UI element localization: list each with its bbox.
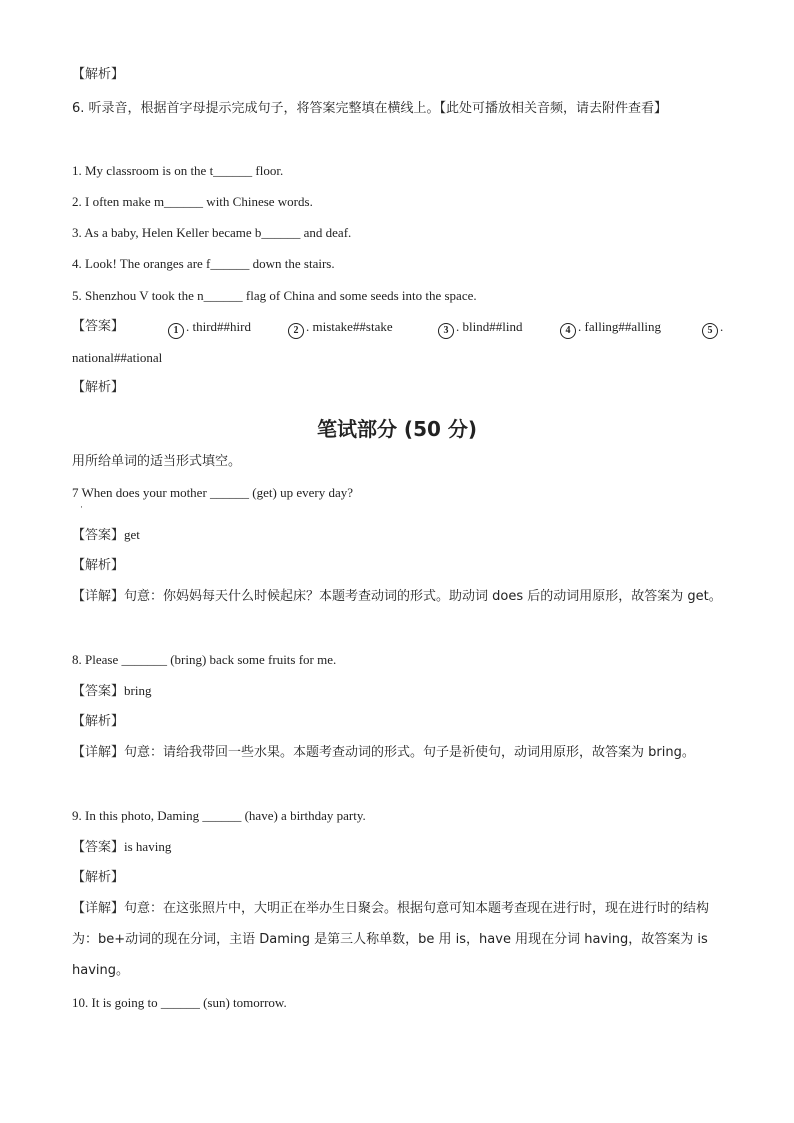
section-title: 笔试部分 (50 分) xyxy=(316,417,478,441)
q6-item-5: 5. Shenzhou V took the n______ flag of China and some seeds into the space. xyxy=(72,288,477,303)
q7-answer: 【答案】get xyxy=(72,527,140,543)
q8-question: 8. Please _______ (bring) back some fruits for me. xyxy=(72,652,337,667)
q7-dot: · xyxy=(80,502,83,512)
q6-item-1: 1. My classroom is on the t______ floor. xyxy=(72,163,284,178)
section-instruction: 用所给单词的适当形式填空。 xyxy=(72,454,242,469)
q7-detail: 【详解】句意：你妈妈每天什么时候起床？本题考查动词的形式。助动词 does 后的动词用原形，故答案为 get。 xyxy=(72,589,722,604)
q8-detail: 【详解】句意：请给我带回一些水果。本题考查动词的形式。句子是祈使句，动词用原形，故答案为 bring。 xyxy=(72,745,695,760)
q6-answer-5: 5 . xyxy=(702,318,723,339)
circled-number-4: 4 xyxy=(560,323,576,339)
q6-answer-1: 1 . third##hird xyxy=(168,318,251,339)
q6-answer-wrap: national##ational xyxy=(72,350,163,365)
q8-answer: 【答案】bring xyxy=(72,683,152,699)
q7-analysis-label: 【解析】 xyxy=(72,558,125,573)
q6-item-3: 3. As a baby, Helen Keller became b______ and deaf. xyxy=(72,225,352,240)
circled-number-3: 3 xyxy=(438,323,454,339)
q6-answer-label: 【答案】 xyxy=(72,319,125,334)
circled-number-5: 5 xyxy=(702,323,718,339)
q9-detail: 【详解】句意：在这张照片中，大明正在举办生日聚会。根据句意可知本题考查现在进行时，现在进行时的结构为：be+动词的现在分词，主语 Daming 是第三人称单数，be 用 is，have 用现在分词 having，故答案为 is having。 xyxy=(72,901,710,978)
q7-question: 7 When does your mother ______ (get) up every day? xyxy=(72,485,353,500)
q9-question: 9. In this photo, Daming ______ (have) a birthday party. xyxy=(72,808,366,823)
q6-item-2: 2. I often make m______ with Chinese words. xyxy=(72,194,313,209)
q6-answer-3: 3 . blind##lind xyxy=(438,318,522,339)
q6-instruction: 6. 听录音，根据首字母提示完成句子，将答案完整填在横线上。【此处可播放相关音频，请去附件查看】 xyxy=(72,101,668,116)
q10-question: 10. It is going to ______ (sun) tomorrow. xyxy=(72,995,287,1010)
q9-analysis-label: 【解析】 xyxy=(72,870,125,885)
q6-answer-2: 2 . mistake##stake xyxy=(288,318,393,339)
q6-analysis-label: 【解析】 xyxy=(72,380,125,395)
analysis-label-top: 【解析】 xyxy=(72,67,125,82)
circled-number-1: 1 xyxy=(168,323,184,339)
circled-number-2: 2 xyxy=(288,323,304,339)
q8-analysis-label: 【解析】 xyxy=(72,714,125,729)
q9-answer: 【答案】is having xyxy=(72,839,172,855)
q6-answer-4: 4 . falling##alling xyxy=(560,318,661,339)
q6-item-4: 4. Look! The oranges are f______ down the stairs. xyxy=(72,256,335,271)
